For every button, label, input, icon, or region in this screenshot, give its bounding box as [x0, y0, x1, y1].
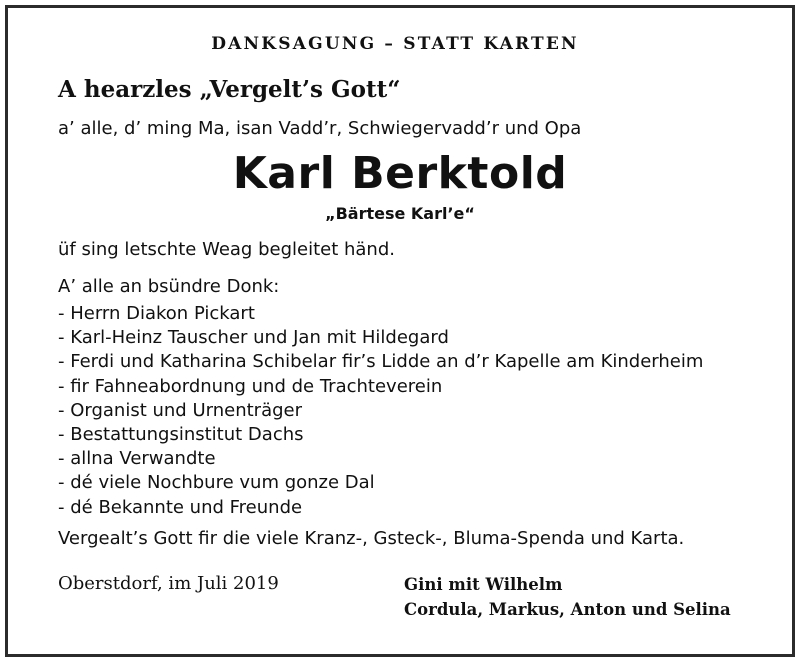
notice-heading: DANKSAGUNG – STATT KARTEN — [211, 34, 579, 54]
journey-line: üf sing letschte Weag begleitet händ. — [58, 239, 395, 260]
thanks-intro: A’ alle an bsündre Donk: — [58, 276, 280, 297]
list-item: - Bestattungsinstitut Dachs — [58, 423, 304, 445]
list-item: - Organist und Urnenträger — [58, 399, 302, 421]
signature-line: Cordula, Markus, Anton und Selina — [404, 600, 731, 619]
list-item: - dé Bekannte und Freunde — [58, 496, 303, 518]
deceased-nickname: „Bärtese Karl’e“ — [325, 204, 475, 223]
greeting-headline: A hearzles „Vergelt’s Gott“ — [58, 76, 401, 103]
deceased-name: Karl Berktold — [232, 148, 568, 199]
signature-line: Gini mit Wilhelm — [404, 575, 563, 594]
list-item: - Ferdi und Katharina Schibelar fir’s Lidde an d’r Kapelle am Kinderheim — [58, 351, 704, 373]
dedication-line: a’ alle, d’ ming Ma, isan Vadd’r, Schwiegervadd’r und Opa — [58, 118, 582, 139]
list-item: - fir Fahneabordnung und de Trachteverein — [58, 375, 443, 397]
list-item: - dé viele Nochbure vum gonze Dal — [58, 472, 375, 494]
closing-line: Vergealt’s Gott fir die viele Kranz-, Gsteck-, Bluma-Spenda und Karta. — [58, 528, 685, 549]
list-item: - Karl-Heinz Tauscher und Jan mit Hildegard — [58, 327, 449, 349]
list-item: - Herrn Diakon Pickart — [58, 303, 255, 324]
list-item: - allna Verwandte — [58, 448, 216, 470]
place-date: Oberstdorf, im Juli 2019 — [58, 573, 279, 594]
thanks-list — [58, 302, 703, 520]
